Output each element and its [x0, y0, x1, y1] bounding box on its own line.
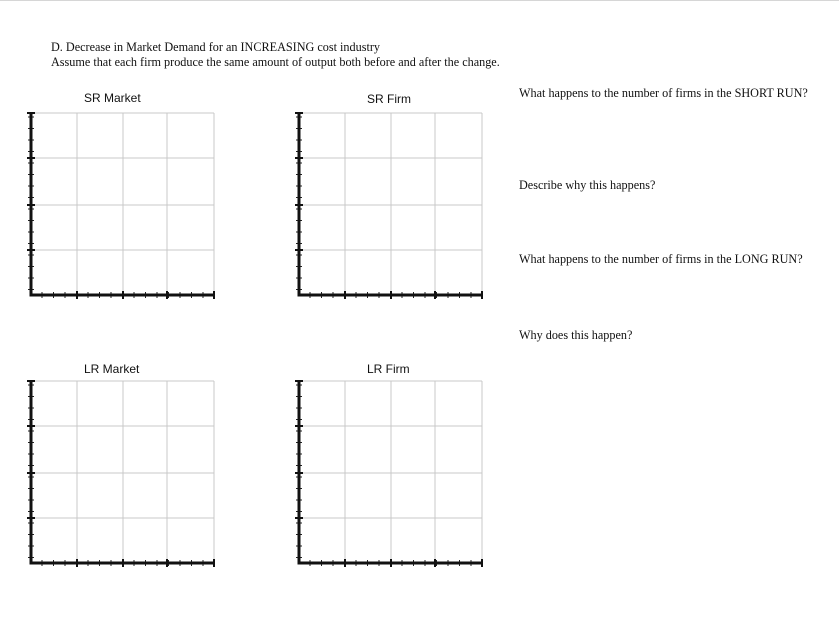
question-why-happen: Why does this happen?: [519, 328, 633, 342]
sr-market-title: SR Market: [84, 91, 141, 105]
lr-market-graph[interactable]: [22, 373, 222, 573]
lr-market-grid: [22, 373, 222, 573]
sr-market-grid: [22, 105, 222, 305]
worksheet-heading: [51, 40, 500, 70]
heading-line-2: Assume that each firm produce the same amount of output both before and after the change.: [51, 55, 500, 69]
lr-firm-grid: [290, 373, 490, 573]
sr-market-graph[interactable]: [22, 105, 222, 305]
question-describe-why: Describe why this happens?: [519, 178, 656, 192]
sr-firm-graph[interactable]: [290, 105, 490, 305]
lr-firm-graph[interactable]: [290, 373, 490, 573]
sr-firm-title: SR Firm: [367, 92, 411, 106]
sr-firm-grid: [290, 105, 490, 305]
lr-market-title: LR Market: [84, 362, 140, 376]
heading-line-1: D. Decrease in Market Demand for an INCREASING cost industry: [51, 40, 380, 54]
question-long-run: What happens to the number of firms in the LONG RUN?: [519, 252, 803, 266]
question-short-run: What happens to the number of firms in the SHORT RUN?: [519, 86, 808, 100]
top-divider: [0, 0, 839, 1]
lr-firm-title: LR Firm: [367, 362, 410, 376]
